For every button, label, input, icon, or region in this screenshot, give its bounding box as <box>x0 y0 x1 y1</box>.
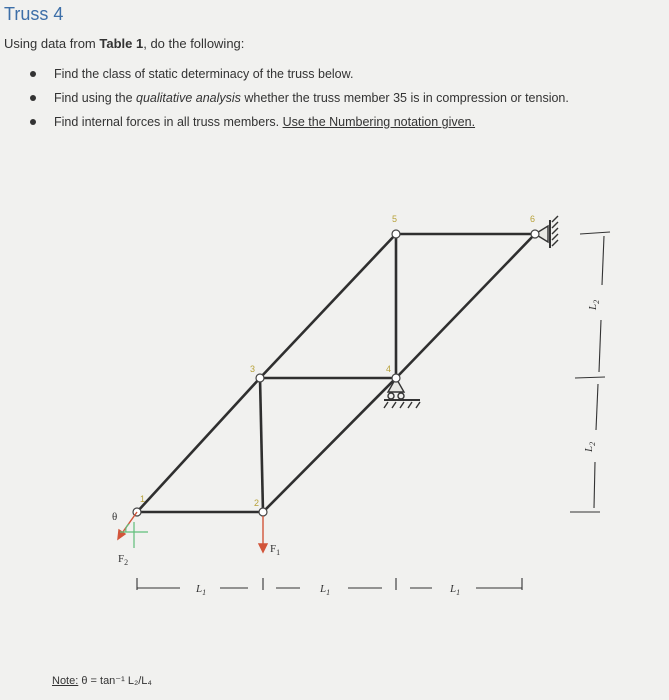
joint-4 <box>392 374 400 382</box>
vertical-dimension <box>570 232 610 512</box>
task-text-emphasis: qualitative analysis <box>136 91 241 105</box>
member-4-6 <box>396 234 535 378</box>
angle-note <box>52 674 152 687</box>
member-2-3 <box>260 378 263 512</box>
task-text-post: whether the truss member 35 is in compression or tension. <box>240 91 569 105</box>
member-1-3 <box>137 378 260 512</box>
node-label-4: 4 <box>386 364 392 374</box>
roller-support-node-4 <box>384 378 420 408</box>
joint-2 <box>259 508 267 516</box>
joint-3 <box>256 374 264 382</box>
numbering-notation-link: Use the Numbering notation given. <box>282 115 476 129</box>
node-label-1: 1 <box>140 494 146 504</box>
force-f1-arrow <box>259 516 267 552</box>
note-label: Note: <box>52 675 79 687</box>
task-text-pre: Find using the <box>54 91 136 105</box>
node-label-3: 3 <box>250 364 256 374</box>
dim-label-l1-b: $L_1$ <box>320 583 331 597</box>
subtitle-post: , do the following: <box>143 36 245 51</box>
dim-label-l2-lower: $L_2$ <box>583 441 597 452</box>
theta-label: θ <box>112 511 118 523</box>
truss-members <box>137 234 535 512</box>
node-label-6: 6 <box>530 214 536 224</box>
node-label-2: 2 <box>254 498 260 508</box>
member-2-4 <box>263 378 396 512</box>
dim-label-l1-c: $L_1$ <box>450 583 461 597</box>
task-text: Find the class of static determinacy of the truss below. <box>54 67 354 81</box>
task-text: Find internal forces in all truss members. <box>54 115 283 129</box>
subtitle-pre: Using data from <box>4 36 100 51</box>
table-reference: Table 1 <box>99 36 144 51</box>
joint-5 <box>392 230 400 238</box>
joint-6 <box>531 230 539 238</box>
node-label-5: 5 <box>392 214 398 224</box>
dim-label-l1-a: $L_1$ <box>196 583 207 597</box>
force-f1-label: $F_1$ <box>270 543 281 557</box>
truss-joints <box>133 230 539 516</box>
member-3-5 <box>260 234 396 378</box>
dim-label-l2-upper: $L_2$ <box>587 299 601 310</box>
page-title: Truss 4 <box>4 4 64 24</box>
force-f2-label: $F_2$ <box>118 553 129 567</box>
note-formula: θ = tan⁻¹ L₂/L₄ <box>78 675 152 687</box>
